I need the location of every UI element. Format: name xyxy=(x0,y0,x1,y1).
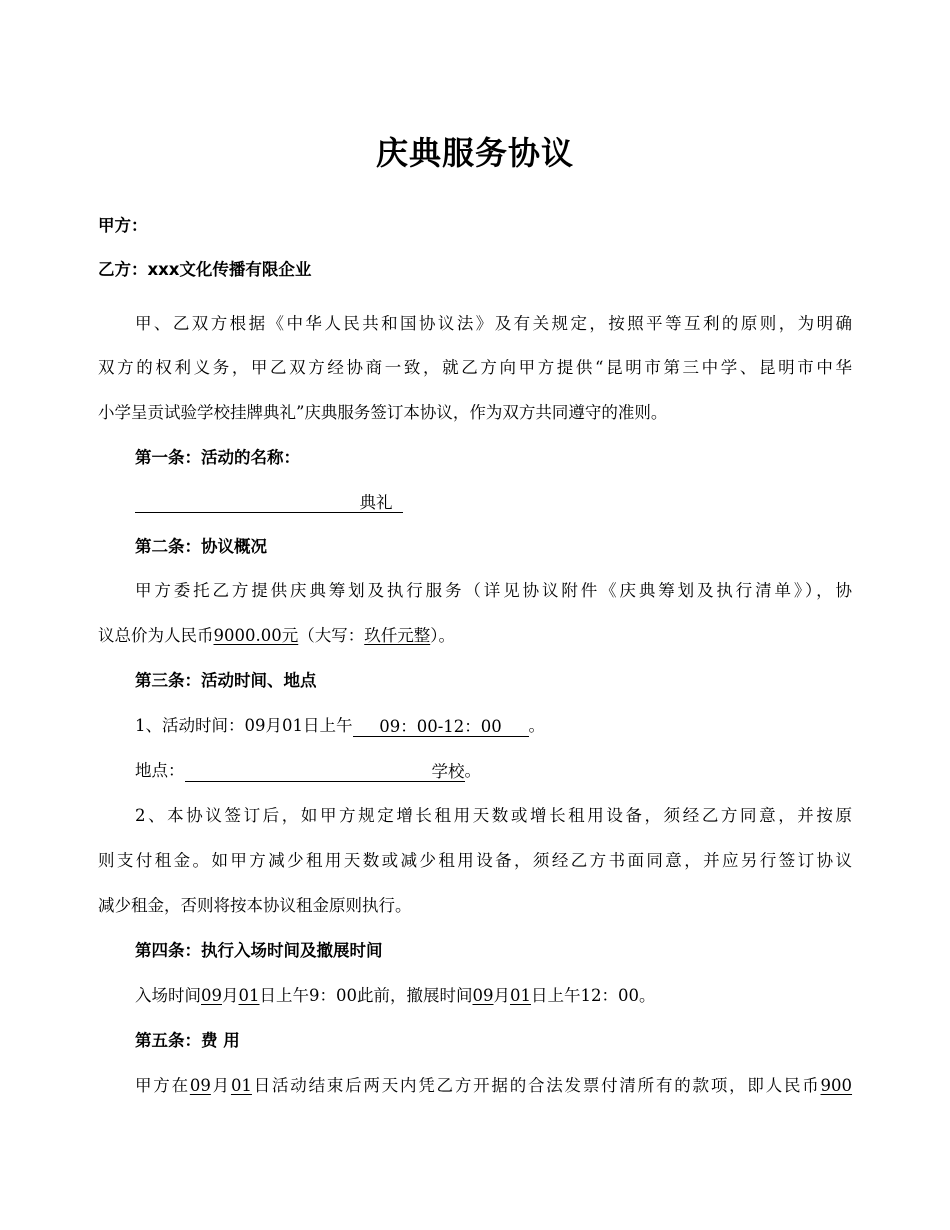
party-b-label: 乙方： xyxy=(98,260,148,279)
intro-line-2: 双方的权利义务，甲乙双方经协商一致，就乙方向甲方提供“昆明市第三中学、昆明市中华 xyxy=(98,358,852,377)
month-char: 月 xyxy=(210,1076,231,1095)
month-char: 月 xyxy=(493,986,510,1005)
place-value: 学校 xyxy=(431,762,465,781)
payment-text-1: 甲方在 xyxy=(135,1076,190,1095)
total-price-value: 9000.00元 xyxy=(213,626,299,645)
article-3-para-2-line-2: 则支付租金。如甲方减少租用天数或减少租用设备，须经乙方书面同意，并应另行签订协议 xyxy=(98,851,852,870)
party-b-line xyxy=(98,259,311,281)
article-4-heading: 第四条：执行入场时间及撤展时间 xyxy=(135,941,383,960)
article-2-line-1: 甲方委托乙方提供庆典筹划及执行服务（详见协议附件《庆典筹划及执行清单》），协 xyxy=(135,581,852,600)
activity-time-blank xyxy=(353,716,529,737)
article-4-times-line xyxy=(135,985,656,1007)
article-5-heading: 第五条：费 用 xyxy=(135,1031,240,1050)
article-3-para-2-line-3: 减少租金，否则将按本协议租金原则执行。 xyxy=(98,896,412,915)
total-price-cn-value: 玖仟元整 xyxy=(364,626,431,645)
party-a-line xyxy=(98,215,148,237)
activity-time-label: 1、活动时间：09月01日上午 xyxy=(135,716,353,735)
entry-day: 01 xyxy=(238,986,260,1005)
article-2-line-2 xyxy=(98,625,455,647)
payment-amount: 900 xyxy=(820,1076,853,1095)
intro-line-3: 小学呈贡试验学校挂牌典礼”庆典服务签订本协议，作为双方共同遵守的准则。 xyxy=(98,403,668,422)
payment-day: 01 xyxy=(230,1076,252,1095)
entry-teardown-text: 日上午9：00此前，撤展时间 xyxy=(259,986,473,1005)
place-end: 。 xyxy=(464,761,481,780)
total-price-cn-label: （大写： xyxy=(298,626,365,645)
payment-month: 09 xyxy=(189,1076,211,1095)
entry-month: 09 xyxy=(201,986,222,1005)
article-3-para-2-line-1: 2、本协议签订后，如甲方规定增长租用天数或增长租用设备，须经乙方同意，并按原 xyxy=(135,806,852,825)
activity-time-value: 09：00-12：00 xyxy=(379,717,502,736)
article-2-heading: 第二条：协议概况 xyxy=(135,537,267,556)
place-blank xyxy=(185,761,465,782)
activity-name-value: 典礼 xyxy=(359,493,393,512)
activity-time-end: 。 xyxy=(528,716,545,735)
article-1-heading: 第一条：活动的名称： xyxy=(135,448,300,467)
article-5-line-1 xyxy=(135,1075,852,1097)
place-label: 地点： xyxy=(135,761,185,780)
teardown-month: 09 xyxy=(472,986,494,1005)
place-line xyxy=(135,760,481,782)
party-b-value: xxx文化传播有限企业 xyxy=(147,260,312,279)
activity-name-blank xyxy=(135,492,403,513)
total-price-label: 议总价为人民币 xyxy=(98,626,214,645)
teardown-day: 01 xyxy=(510,986,531,1005)
total-price-end: ）。 xyxy=(430,626,455,645)
entry-time-label: 入场时间 xyxy=(135,986,201,1005)
party-a-label: 甲方： xyxy=(98,216,148,235)
intro-line-1: 甲、乙双方根据《中华人民共和国协议法》及有关规定，按照平等互利的原则，为明确 xyxy=(135,314,852,333)
payment-text-2: 日活动结束后两天内凭乙方开据的合法发票付清所有的款项，即人民币 xyxy=(251,1076,821,1095)
activity-time-line xyxy=(135,715,545,737)
article-3-heading: 第三条：活动时间、地点 xyxy=(135,671,317,690)
month-char: 月 xyxy=(222,986,239,1005)
teardown-time-text: 日上午12：00。 xyxy=(531,986,656,1005)
activity-name-line xyxy=(135,491,403,513)
document-title: 庆典服务协议 xyxy=(375,134,574,172)
